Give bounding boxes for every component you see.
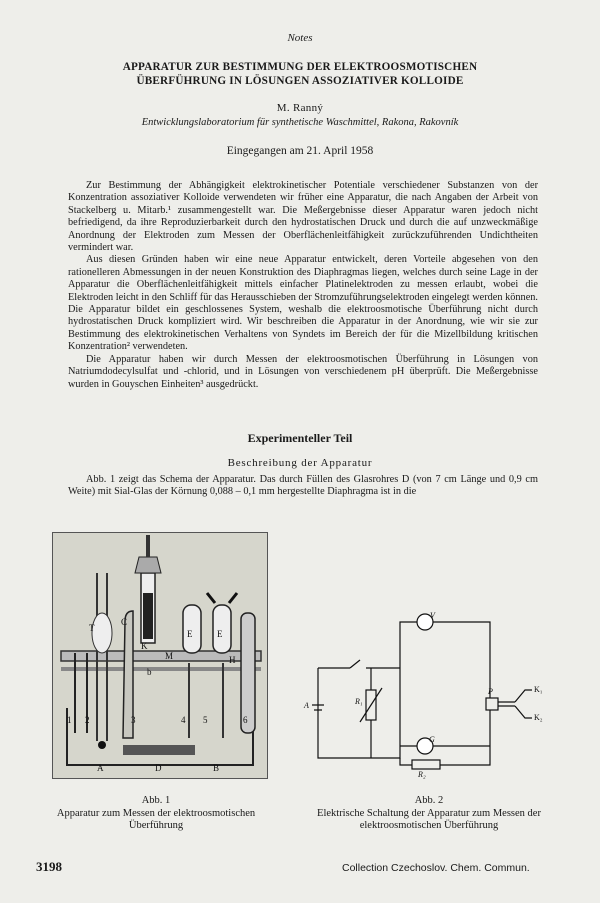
paragraph-4-block — [68, 474, 538, 499]
svg-text:H: H — [229, 655, 236, 665]
article-title — [60, 60, 540, 88]
received-date: Eingegangen am 21. April 1958 — [226, 145, 374, 157]
svg-text:P: P — [488, 687, 493, 696]
body-text — [68, 180, 538, 391]
journal-name: Collection Czechoslov. Chem. Commun. — [342, 862, 530, 874]
svg-text:C: C — [121, 617, 128, 627]
svg-text:B: B — [213, 763, 220, 773]
section-title: Experimenteller Teil — [247, 431, 353, 445]
paragraph-2: Aus diesen Gründen haben wir eine neue Apparatur entwickelt, deren Vorteile abgesehen von den rationelleren Abmessungen in der neuen Konstruktion des Diaphragmas liegen, welches durch seine Lage in der Apparatur die Oberflächenleitfähigkeit mittels einfacher Platinelektroden zu messen erlaubt, wobei die Elektroden leicht in den Schliff für das Herausschieben der Stromzuführungselektroden eingelegt werden können. Die Apparatur bildet ein geschlossenes System, weshalb die elektroosmotische Überführung nicht durch hydrostatischen Druck kompliziert wird. Wir beschreiben die Apparatur in der Anordnung, wie wir sie zur Bestimmung des elektrokinetischen Verhaltens von Syndets im Bereich der für die Mizellbildung kritischen Konzentration² verwendeten. — [68, 254, 538, 353]
figure-1-label: Abb. 1 — [141, 795, 171, 806]
page-number: 3198 — [36, 859, 62, 874]
svg-text:V: V — [430, 611, 435, 620]
svg-text:5: 5 — [203, 715, 208, 725]
title-line-1: APPARATUR ZUR BESTIMMUNG DER ELEKTROOSMOTISCHEN — [122, 61, 478, 73]
svg-text:M: M — [165, 651, 174, 661]
author: M. Ranný — [276, 102, 324, 114]
figure-1-caption — [36, 795, 276, 833]
figure-2-circuit — [300, 610, 550, 780]
svg-text:E: E — [217, 629, 223, 639]
paragraph-4: Abb. 1 zeigt das Schema der Apparatur. Das durch Füllen des Glasrohres D (von 7 cm Länge und 0,9 cm Weite) mit Sial-Glas der Körnung 0,088 – 0,1 mm hergestellte Diaphragma ist in die — [68, 474, 538, 498]
figure-2-text: Elektrische Schaltung der Apparatur zum Messen der elektroosmotischen Überführung — [317, 807, 541, 831]
diaphragm-tube — [123, 745, 195, 755]
apparatus-drawing — [53, 533, 267, 778]
paragraph-1: Zur Bestimmung der Abhängigkeit elektrokinetischer Potentiale verschiedener Substanzen von der Konzentration assoziativer Kolloide verwendeten wir früher eine Apparatur, die nach Angaben der Arbeit von Stackelberg u. Mitarb.¹ zusammengestellt war. Die Meßergebnisse dieser Apparatur waren jedoch nicht befriedigend, da ihre Reproduzierbarkeit durch den hydrostatischen Druck und durch die auf unzweckmäßige Anordnung der Elektroden zum Messen der Oberflächenleitfähigkeit zurückzuführenden Undichtheiten vermindert war. — [68, 180, 538, 254]
figure-1-apparatus — [52, 532, 268, 779]
svg-text:A: A — [97, 763, 104, 773]
figure-2-label: Abb. 2 — [414, 795, 444, 806]
svg-text:3: 3 — [131, 715, 136, 725]
svg-text:D: D — [155, 763, 162, 773]
running-header: Notes — [287, 32, 313, 44]
circuit-drawing — [300, 610, 550, 780]
svg-text:E: E — [187, 629, 193, 639]
figure-1-text: Apparatur zum Messen der elektroosmotischen Überführung — [56, 807, 256, 831]
svg-text:b: b — [147, 667, 152, 677]
svg-text:A: A — [304, 701, 309, 710]
svg-text:K₁: K₁ — [534, 685, 543, 694]
svg-text:R₂: R₂ — [418, 770, 426, 779]
svg-text:4: 4 — [181, 715, 186, 725]
svg-text:G: G — [429, 735, 435, 744]
subsection-title: Beschreibung der Apparatur — [227, 457, 373, 469]
title-line-2: ÜBERFÜHRUNG IN LÖSUNGEN ASSOZIATIVER KOLLOIDE — [136, 75, 464, 87]
figure-2-caption — [306, 795, 552, 833]
svg-text:R₁: R₁ — [355, 697, 363, 706]
svg-text:K₂: K₂ — [534, 713, 543, 722]
paragraph-3: Die Apparatur haben wir durch Messen der elektroosmotischen Überführung in Lösungen von Natriumdodecylsulfat und -chlorid, und in Lösungen von verschiedenem pH überprüft. Die Meßergebnisse wurden in Gouyschen Einheiten³ ausgedrückt. — [68, 353, 538, 390]
svg-text:2: 2 — [85, 715, 90, 725]
svg-text:6: 6 — [243, 715, 248, 725]
svg-text:T: T — [89, 623, 95, 633]
svg-text:1: 1 — [67, 715, 72, 725]
affiliation: Entwicklungslaboratorium für synthetische Waschmittel, Rakona, Rakovník — [141, 117, 459, 128]
svg-text:K: K — [141, 641, 148, 651]
